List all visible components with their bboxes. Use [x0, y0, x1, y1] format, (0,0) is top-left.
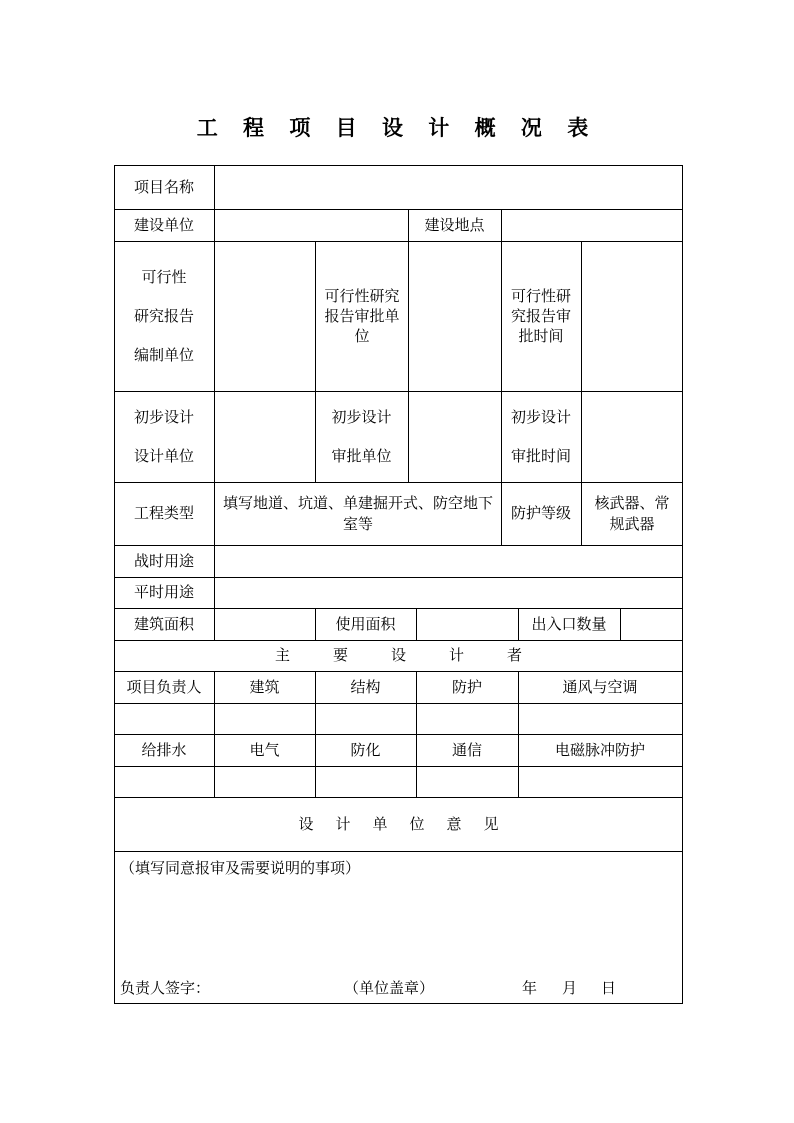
grid-line	[682, 165, 683, 1004]
engineering-type-field[interactable]: 填写地道、坑道、单建掘开式、防空地下室等	[222, 494, 493, 533]
designers-title-char: 要	[332, 646, 348, 665]
seal-label: （单位盖章）	[344, 979, 435, 997]
wartime-use-field[interactable]	[215, 546, 682, 577]
designer-field-ventilation[interactable]	[519, 704, 682, 734]
peacetime-use-field[interactable]	[215, 578, 682, 608]
feasibility-approval-unit-label: 可行性研究报告审批单位	[324, 286, 400, 346]
designer-header-emp-protection: 电磁脉冲防护	[554, 740, 645, 759]
engineering-type-label: 工程类型	[133, 504, 194, 523]
designers-title-char: 主	[274, 646, 290, 665]
prelim-design-unit-label	[114, 391, 214, 482]
designer-header-project-lead: 项目负责人	[126, 677, 202, 696]
prelim-approval-time-label-line: 审批时间	[510, 447, 571, 465]
prelim-design-unit-label-line: 初步设计	[133, 407, 194, 426]
build-site-field[interactable]	[502, 210, 682, 241]
entrance-count-label: 出入口数量	[531, 614, 607, 633]
prelim-approval-time-label-line: 初步设计	[510, 407, 571, 426]
peacetime-use-label: 平时用途	[133, 583, 194, 602]
designer-field-structure[interactable]	[316, 704, 416, 734]
opinion-hint: （填写同意报审及需要说明的事项）	[120, 859, 361, 877]
prelim-approval-unit-label-line: 审批单位	[331, 447, 392, 465]
feasibility-unit-field[interactable]	[215, 242, 315, 391]
opinion-title-char: 单	[372, 814, 388, 833]
designer-field-project-lead[interactable]	[115, 704, 214, 734]
grid-line	[114, 1003, 683, 1004]
designer-header-ventilation: 通风与空调	[562, 677, 638, 696]
prelim-approval-unit-label-line: 初步设计	[331, 407, 392, 426]
prelim-approval-unit-label	[315, 391, 408, 482]
build-site-label: 建设地点	[424, 215, 485, 234]
designer-header-architecture: 建筑	[249, 677, 280, 696]
date-year-label: 年	[522, 979, 538, 997]
designers-title-char: 者	[507, 646, 523, 665]
feasibility-approval-time-field[interactable]	[582, 242, 682, 391]
designer-field-electrical[interactable]	[215, 767, 315, 797]
project-name-field[interactable]	[215, 166, 682, 209]
feasibility-approval-time-label: 可行性研究报告审批时间	[510, 286, 571, 346]
date-month-label: 月	[562, 979, 578, 997]
designers-title-char: 计	[449, 646, 465, 665]
entrance-count-field[interactable]	[621, 609, 682, 640]
feasibility-unit-label-line: 可行性	[141, 267, 187, 286]
usable-area-label: 使用面积	[335, 614, 396, 633]
form-title: 工 程 项 目 设 计 概 况 表	[196, 115, 598, 140]
designers-section-title	[114, 640, 683, 671]
feasibility-unit-label-line: 研究报告	[133, 306, 194, 325]
prelim-approval-time-field[interactable]	[582, 392, 682, 482]
opinion-title-char: 计	[335, 814, 351, 833]
prelim-approval-unit-field[interactable]	[409, 392, 501, 482]
feasibility-unit-label	[114, 241, 214, 391]
project-name-label: 项目名称	[133, 177, 194, 196]
designer-field-chemical-defense[interactable]	[316, 767, 416, 797]
usable-area-field[interactable]	[417, 609, 518, 640]
designer-header-water: 给排水	[141, 740, 187, 759]
building-area-field[interactable]	[215, 609, 315, 640]
build-unit-field[interactable]	[215, 210, 408, 241]
opinion-section-title	[114, 797, 683, 851]
designers-title-char: 设	[390, 646, 406, 665]
protection-level-field[interactable]: 核武器、常规武器	[594, 494, 670, 533]
designer-field-architecture[interactable]	[215, 704, 315, 734]
designer-field-communication[interactable]	[417, 767, 518, 797]
designer-header-chemical-defense: 防化	[350, 740, 381, 759]
prelim-approval-time-label	[501, 391, 581, 482]
designer-field-protection[interactable]	[417, 704, 518, 734]
opinion-title-char: 位	[409, 814, 425, 833]
signature-label: 负责人签字：	[120, 979, 211, 997]
designer-header-structure: 结构	[350, 677, 381, 696]
designer-field-water[interactable]	[115, 767, 214, 797]
designer-header-protection: 防护	[451, 677, 482, 696]
feasibility-unit-label-line: 编制单位	[133, 346, 194, 365]
prelim-design-unit-field[interactable]	[215, 392, 315, 482]
opinion-title-char: 意	[446, 814, 462, 833]
designer-header-communication: 通信	[451, 740, 482, 759]
opinion-title-char: 设	[298, 814, 314, 833]
build-unit-label: 建设单位	[133, 215, 194, 234]
designer-field-emp-protection[interactable]	[519, 767, 682, 797]
date-day-label: 日	[601, 979, 617, 997]
feasibility-approval-unit-field[interactable]	[409, 242, 501, 391]
prelim-design-unit-label-line: 设计单位	[133, 447, 194, 465]
building-area-label: 建筑面积	[133, 614, 194, 633]
wartime-use-label: 战时用途	[133, 551, 194, 570]
designer-header-electrical: 电气	[249, 740, 280, 759]
opinion-title-char: 见	[483, 814, 499, 833]
protection-level-label: 防护等级	[510, 504, 571, 523]
